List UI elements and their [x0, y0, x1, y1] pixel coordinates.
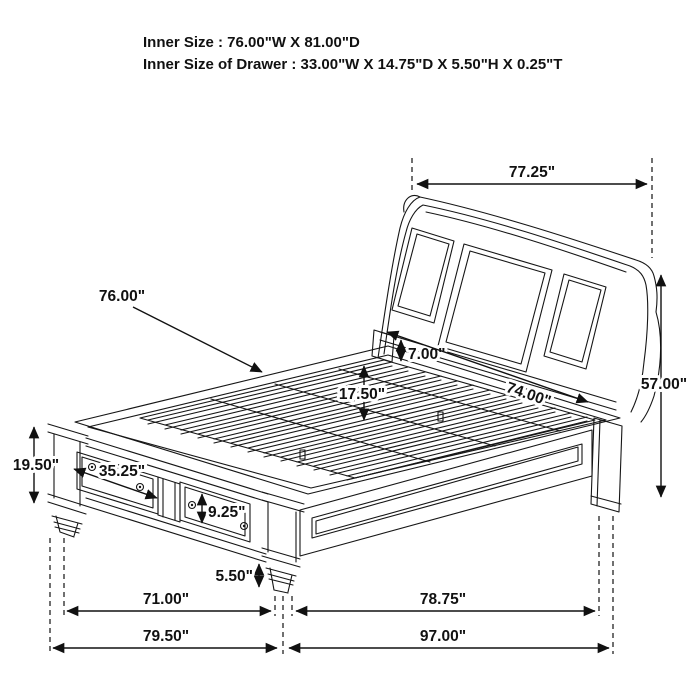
dim-label-slat-width: 76.00" — [98, 288, 146, 305]
footboard-right-post — [268, 502, 296, 562]
dim-label-foot-height: 5.50" — [215, 568, 253, 585]
dim-label-drawer-face-height: 9.25" — [208, 504, 246, 521]
headboard-left-panel-inner — [398, 234, 449, 316]
footboard-right-foot — [266, 568, 296, 593]
center-support-foot — [438, 412, 443, 421]
drawer-1-face — [77, 452, 158, 514]
drawer-2-knob-dot — [243, 525, 245, 527]
drawer-1-knob-dot — [139, 486, 141, 488]
dim-label-headboard-height: 57.00" — [640, 376, 688, 393]
deck-inner-rim — [88, 355, 606, 488]
headboard-right-leg-cap — [591, 496, 621, 504]
dim-label-footboard-span: 71.00" — [142, 591, 190, 608]
dim-label-headboard-gap: 7.00" — [408, 346, 446, 363]
drawer-1-knob-dot — [91, 466, 93, 468]
drawer-2-knob-dot — [191, 504, 193, 506]
dim-label-headboard-width: 77.25" — [508, 164, 556, 181]
slats — [148, 362, 587, 480]
headboard-molding-line — [426, 212, 626, 272]
headboard-right-leg — [591, 418, 622, 512]
dim-label-rail-length: 74.00" — [503, 379, 554, 411]
footboard — [48, 424, 304, 593]
headboard-left-leg — [372, 330, 394, 362]
headboard-center-panel-inner — [446, 251, 545, 364]
dim-label-deck-height: 17.50" — [338, 386, 386, 403]
dim-label-footboard-height: 19.50" — [12, 457, 60, 474]
dim-label-overall-length: 97.00" — [419, 628, 467, 645]
side-rail — [300, 430, 592, 556]
inner-drawer-size-text: Inner Size of Drawer : 33.00"W X 14.75"D X 5.50"H X 0.25"T — [143, 56, 563, 73]
dim-label-side-span: 78.75" — [419, 591, 467, 608]
dim-label-overall-width: 79.50" — [142, 628, 190, 645]
footboard-left-foot — [52, 516, 82, 537]
inner-size-text: Inner Size : 76.00"W X 81.00"D — [143, 34, 360, 51]
side-rail-outer — [300, 430, 592, 556]
dim-label-drawer-width: 35.25" — [98, 463, 146, 480]
dim-leader-slat-width — [133, 307, 262, 372]
drawer-divider — [158, 477, 180, 522]
dim-arrow-rail-length — [387, 332, 588, 402]
headboard-right-panel-inner — [550, 280, 601, 362]
